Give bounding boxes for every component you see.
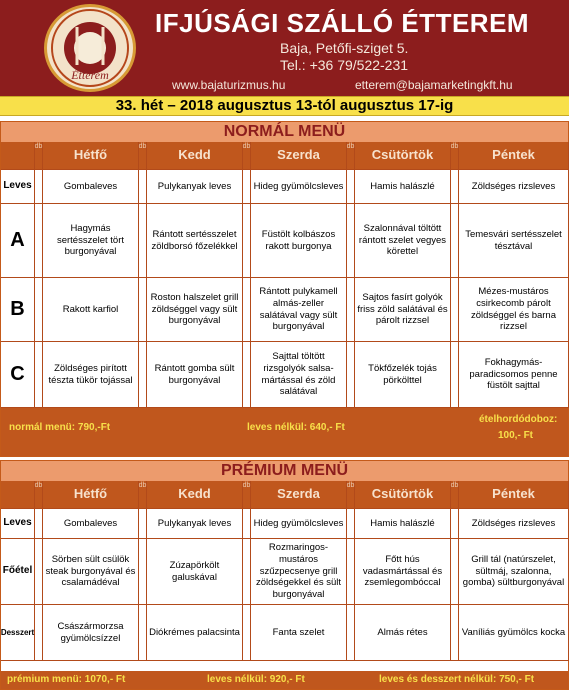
menu-item: Hagymás sertésszelet tört burgonyával: [43, 204, 139, 278]
menu-item: Császármorzsa gyümölcsízzel: [43, 605, 139, 661]
quantity-cell: [347, 204, 355, 278]
menu-item: Gombaleves: [43, 170, 139, 204]
row-label: A: [1, 204, 35, 278]
quantity-cell: [35, 539, 43, 605]
menu-item: Vaníliás gyümölcs kocka: [459, 605, 569, 661]
premium-price: prémium menü: 1070,- Ft: [7, 674, 126, 685]
quantity-cell: [139, 605, 147, 661]
header-corner: [1, 142, 35, 170]
menu-item: Rántott pulykamell almás-zeller salátával vagy sült burgonyával: [251, 278, 347, 342]
quantity-cell: [35, 278, 43, 342]
menu-item: Sajttal töltött rizsgolyók salsa- mártással és zöld salátával: [251, 342, 347, 408]
quantity-cell: [139, 342, 147, 408]
day-header: Hétfő: [43, 142, 139, 170]
quantity-cell: [35, 509, 43, 539]
db-column-header: db: [451, 142, 459, 170]
quantity-cell: [243, 605, 251, 661]
menu-item: Főtt hús vadasmártással és zsemlegombóccal: [355, 539, 451, 605]
db-column-header: db: [35, 481, 43, 509]
quantity-cell: [35, 342, 43, 408]
premium-menu-footer: [1, 671, 568, 689]
menu-item: Tökfőzelék tojás pörkölttel: [355, 342, 451, 408]
quantity-cell: [451, 342, 459, 408]
day-header: Kedd: [147, 481, 243, 509]
menu-item: Rántott sertésszelet zöldborsó főzelékkel: [147, 204, 243, 278]
db-column-header: db: [347, 142, 355, 170]
quantity-cell: [35, 605, 43, 661]
menu-item: Hamis halászlé: [355, 170, 451, 204]
day-header: Hétfő: [43, 481, 139, 509]
menu-item: Gombaleves: [43, 509, 139, 539]
menu-item: Rozmaringos-mustáros szűzpecsenye grill zöldségekkel és sült burgonyával: [251, 539, 347, 605]
db-column-header: db: [139, 481, 147, 509]
db-column-header: db: [347, 481, 355, 509]
food-box-price: 100,- Ft: [498, 430, 534, 441]
row-label: Leves: [1, 170, 35, 204]
restaurant-logo: [44, 4, 136, 92]
quantity-cell: [347, 278, 355, 342]
address-text: Baja, Petőfi-sziget 5.: [280, 40, 409, 56]
quantity-cell: [35, 170, 43, 204]
quantity-cell: [243, 509, 251, 539]
menu-item: Zöldséges rizsleves: [459, 509, 569, 539]
db-column-header: db: [243, 481, 251, 509]
quantity-cell: [243, 170, 251, 204]
quantity-cell: [347, 509, 355, 539]
quantity-cell: [139, 204, 147, 278]
menu-item: Sajtos fasírt golyók friss zöld salátával és párolt rizzsel: [355, 278, 451, 342]
quantity-cell: [347, 539, 355, 605]
menu-item: Rakott karfiol: [43, 278, 139, 342]
quantity-cell: [347, 170, 355, 204]
menu-item: Pulykanyak leves: [147, 170, 243, 204]
normal-menu-section: [0, 121, 569, 457]
day-header: Kedd: [147, 142, 243, 170]
quantity-cell: [451, 509, 459, 539]
premium-menu-section: [0, 460, 569, 690]
row-label: Főétel: [1, 539, 35, 605]
svg-text:Étterem: Étterem: [71, 68, 109, 82]
menu-item: Fanta szelet: [251, 605, 347, 661]
premium-menu-table: [1, 481, 568, 661]
row-label: Leves: [1, 509, 35, 539]
quantity-cell: [243, 539, 251, 605]
menu-item: Sörben sült csülök steak burgonyával és csalamádéval: [43, 539, 139, 605]
quantity-cell: [139, 278, 147, 342]
db-column-header: db: [35, 142, 43, 170]
quantity-cell: [243, 278, 251, 342]
normal-no-soup-price: leves nélkül: 640,- Ft: [247, 422, 345, 433]
menu-item: Mézes-mustáros csirkecomb párolt zöldséggel és barna rizzsel: [459, 278, 569, 342]
quantity-cell: [35, 204, 43, 278]
menu-item: Hideg gyümölcsleves: [251, 509, 347, 539]
menu-item: Hideg gyümölcsleves: [251, 170, 347, 204]
quantity-cell: [347, 605, 355, 661]
quantity-cell: [243, 204, 251, 278]
header-banner: [0, 0, 569, 96]
menu-item: Zöldséges rizsleves: [459, 170, 569, 204]
premium-no-soup-dessert-price: leves és desszert nélkül: 750,- Ft: [379, 674, 535, 685]
normal-menu-footer: [1, 408, 568, 456]
quantity-cell: [451, 539, 459, 605]
menu-item: Rántott gomba sült burgonyával: [147, 342, 243, 408]
menu-item: Roston halszelet grill zöldséggel vagy sült burgonyával: [147, 278, 243, 342]
menu-item: Hamis halászlé: [355, 509, 451, 539]
normal-menu-title: NORMÁL MENÜ: [1, 122, 568, 142]
quantity-cell: [139, 170, 147, 204]
logo-emblem-icon: [47, 7, 133, 89]
restaurant-title: IFJÚSÁGI SZÁLLÓ ÉTTEREM: [155, 8, 530, 38]
website-link[interactable]: www.bajaturizmus.hu: [172, 78, 286, 92]
row-label: B: [1, 278, 35, 342]
menu-item: Szalonnával töltött rántott szelet vegyes körettel: [355, 204, 451, 278]
email-link[interactable]: etterem@bajamarketingkft.hu: [355, 78, 513, 92]
menu-item: Füstölt kolbászos rakott burgonya: [251, 204, 347, 278]
day-header: Péntek: [459, 142, 569, 170]
db-column-header: db: [243, 142, 251, 170]
quantity-cell: [451, 278, 459, 342]
row-label: Desszert: [1, 605, 35, 661]
row-label: C: [1, 342, 35, 408]
premium-menu-title: PRÉMIUM MENÜ: [1, 461, 568, 481]
menu-item: Zöldséges pirított tészta tükör tojással: [43, 342, 139, 408]
menu-item: Temesvári sertésszelet tésztával: [459, 204, 569, 278]
day-header: Csütörtök: [355, 481, 451, 509]
normal-menu-table: [1, 142, 568, 408]
menu-item: Pulykanyak leves: [147, 509, 243, 539]
menu-item: Zúzapörkölt galuskával: [147, 539, 243, 605]
day-header: Péntek: [459, 481, 569, 509]
premium-no-soup-price: leves nélkül: 920,- Ft: [207, 674, 305, 685]
quantity-cell: [243, 342, 251, 408]
quantity-cell: [451, 204, 459, 278]
quantity-cell: [451, 170, 459, 204]
normal-price: normál menü: 790,-Ft: [9, 422, 111, 433]
phone-text: Tel.: +36 79/522-231: [280, 57, 409, 73]
quantity-cell: [139, 539, 147, 605]
menu-item: Fokhagymás-paradicsomos penne füstölt sajttal: [459, 342, 569, 408]
menu-item: Almás rétes: [355, 605, 451, 661]
day-header: Szerda: [251, 142, 347, 170]
quantity-cell: [139, 509, 147, 539]
quantity-cell: [347, 342, 355, 408]
db-column-header: db: [451, 481, 459, 509]
db-column-header: db: [139, 142, 147, 170]
week-banner: 33. hét – 2018 augusztus 13-tól augusztus 17-ig: [0, 96, 569, 116]
menu-item: Grill tál (natúrszelet, sültmáj, szalonna, gomba) sültburgonyával: [459, 539, 569, 605]
menu-item: Diókrémes palacsinta: [147, 605, 243, 661]
food-box-label: ételhordódoboz:: [479, 414, 558, 425]
day-header: Szerda: [251, 481, 347, 509]
quantity-cell: [451, 605, 459, 661]
day-header: Csütörtök: [355, 142, 451, 170]
header-corner: [1, 481, 35, 509]
